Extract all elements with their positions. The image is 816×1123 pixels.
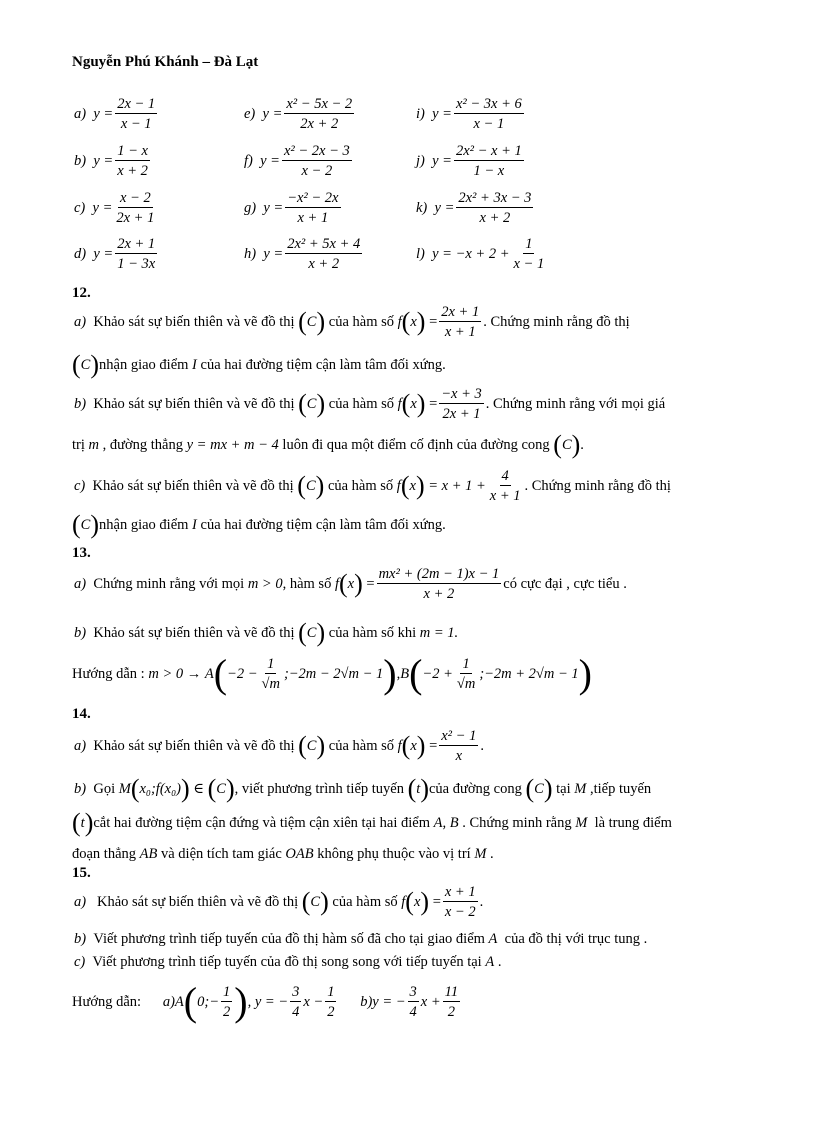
- function-k: k) y = $\frac{\text{2x² + 3x − 3}}{x + 2}$: [416, 190, 532, 226]
- function-c: c) y = $\frac{x - 2}{2x + 1}$: [74, 190, 155, 226]
- problem-12b: b) Khảo sát sự biến thiên và vẽ đồ thị ( C ) của hàm số f ( x ) = $\frac{-x + 3}{2x + 1}$ . Chứng minh rằng với mọi giá: [74, 386, 666, 422]
- problem-13-title: 13.: [72, 545, 91, 561]
- problem-14b-cont2: đoạn thẳng AB và diện tích tam giác OAB không phụ thuộc vào vị trí M .: [72, 846, 494, 862]
- function-h: h) y = $\frac{\text{2x² + 5x + 4}}{x + 2}$: [244, 236, 361, 272]
- problem-13b: b) Khảo sát sự biến thiên và vẽ đồ thị ( C ) của hàm số khi m = 1.: [74, 618, 459, 647]
- problem-14b-cont: ( t ) cắt hai đường tiệm cận đứng và tiệm cận xiên tại hai điểm A, B . Chứng minh rằng M là trung điểm: [72, 808, 672, 837]
- problem-12a: a) Khảo sát sự biến thiên và vẽ đồ thị ( C ) của hàm số f ( x ) = $\frac{2x + 1}{x + 1}$ . Chứng minh rằng đồ thị: [74, 304, 630, 340]
- function-a: a) y = $\frac{2x - 1}{x - 1}$: [74, 96, 156, 132]
- problem-13a: a) Chứng minh rằng với mọi m > 0 , hàm số f ( x ) = $\frac{\text{mx² + (2m − 1)x − 1}}{x + 2}$ có cực đại , cực tiểu .: [74, 566, 627, 602]
- problem-15-title: 15.: [72, 865, 91, 881]
- function-l: l) y = −x + 2 + $\frac{1}{x - 1}$: [416, 236, 545, 272]
- page-header: Nguyễn Phú Khánh – Đà Lạt: [72, 54, 259, 70]
- problem-15a: a) Khảo sát sự biến thiên và vẽ đồ thị ( C ) của hàm số f ( x ) = $\frac{x + 1}{x - 2}$ .: [74, 884, 484, 920]
- problem-14a: a) Khảo sát sự biến thiên và vẽ đồ thị ( C ) của hàm số f ( x ) = $\frac{\text{x² − 1}}{x}$ .: [74, 728, 484, 764]
- function-j: j) y = $\frac{\text{2x² − x + 1}}{1 - x}$: [416, 143, 522, 179]
- function-i: i) y = $\frac{\text{x² − 3x + 6}}{x - 1}$: [416, 96, 522, 132]
- function-d: d) y = $\frac{2x + 1}{1 - 3x}$: [74, 236, 156, 272]
- function-b: b) y = $\frac{1 - x}{x + 2}$: [74, 143, 148, 179]
- problem-14b: b) Gọi M ( x₀;f(x₀) ) ∈ ( C ) , viết phương trình tiếp tuyến ( t ) của đường cong ( C ) tại M ,tiếp tuyến: [74, 774, 652, 803]
- problem-15b: b) Viết phương trình tiếp tuyến của đồ thị hàm số đã cho tại giao điểm A của đồ thị với trục tung .: [74, 931, 648, 947]
- function-e: e) y = $\frac{\text{x² − 5x − 2}}{2x + 2}$: [244, 96, 353, 132]
- problem-12b-cont: trị m , đường thẳng y = mx + m − 4 luôn đi qua một điểm cố định của đường cong ( C ) .: [72, 430, 584, 459]
- problem-12-title: 12.: [72, 285, 91, 301]
- problem-12c: c) Khảo sát sự biến thiên và vẽ đồ thị ( C ) của hàm số f ( x ) = x + 1 + $\frac{4}{x + 1}$ . Chứng minh rằng đồ thị: [74, 468, 671, 504]
- problem-15-hint: Hướng dẫn: a)A ( 0;− $\frac{1}{2}$ ) , y = − $\frac{3}{4}$ x − $\frac{1}{2}$ b)y = − $\frac{3}{4}$ x + $\frac{11}{2}$: [72, 979, 459, 1024]
- problem-12c-cont: ( C ) nhận giao điểm I của hai đường tiệm cận làm tâm đối xứng.: [72, 510, 446, 539]
- problem-15c: c) Viết phương trình tiếp tuyến của đồ thị song song với tiếp tuyến tại A .: [74, 954, 502, 970]
- function-g: g) y = $\frac{\text{−x² − 2x}}{x + 1}$: [244, 190, 339, 226]
- problem-12a-cont: ( C ) nhận giao điểm I của hai đường tiệm cận làm tâm đối xứng.: [72, 350, 446, 379]
- problem-14-title: 14.: [72, 706, 91, 722]
- problem-13-hint: Hướng dẫn : m > 0 → A ( −2 − $\frac{1}{√m}$ ;−2m − 2√m − 1 ) , B ( −2 + $\frac{1}{√m}$ ;−2m + 2√m − 1 ): [72, 651, 592, 696]
- function-f: f) y = $\frac{\text{x² − 2x − 3}}{x - 2}$: [244, 143, 350, 179]
